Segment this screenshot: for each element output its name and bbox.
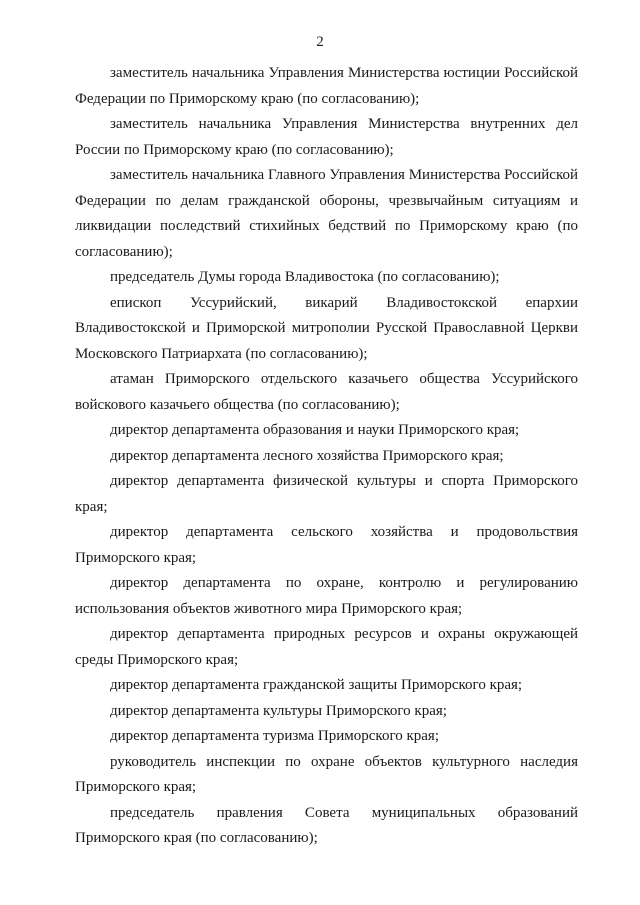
list-item: председатель Думы города Владивостока (по согласованию); [110,269,500,285]
list-item: директор департамента гражданской защиты Приморского края; [110,677,523,693]
list-item: атаман Приморского отдельского казачьего общества Уссурийского войскового казачьего общества (по согласованию); [75,371,578,413]
list-item: руководитель инспекции по охране объектов культурного наследия Приморского края; [75,753,578,795]
list-item: директор департамента физической культуры и спорта Приморского края; [75,473,578,515]
list-item: директор департамента сельского хозяйства и продовольствия Приморского края; [75,524,578,566]
list-item: директор департамента образования и науки Приморского края; [110,422,520,438]
list-item: директор департамента культуры Приморского края; [110,702,447,719]
list-item: заместитель начальника Управления Министерства юстиции Российской Федерации по Приморскому краю (по согласованию); [75,65,578,107]
list-item: председатель правления Совета муниципальных образований Приморского края (по согласованию); [75,804,578,846]
list-item: заместитель начальника Управления Министерства внутренних дел России по Приморскому краю (по согласованию); [75,116,578,158]
list-item: директор департамента по охране, контролю и регулированию использования объектов животного мира Приморского края; [75,575,578,617]
list-item: директор департамента лесного хозяйства Приморского края; [110,447,504,464]
page-number: 2 [316,34,324,50]
list-item: епископ Уссурийский, викарий Владивостокской епархии Владивостокской и Приморской митрополии Русской Православной Церкви Московского Патриархата (по согласованию); [75,294,578,362]
list-item: директор департамента природных ресурсов и охраны окружающей среды Приморского края; [75,626,578,668]
list-item: заместитель начальника Главного Управления Министерства Российской Федерации по делам гражданской обороны, чрезвычайным ситуациям и ликвидации последствий стихийных бедствий по Приморскому краю (по согласованию); [75,167,578,260]
list-item: директор департамента туризма Приморского края; [110,728,439,744]
document-body [75,61,578,852]
